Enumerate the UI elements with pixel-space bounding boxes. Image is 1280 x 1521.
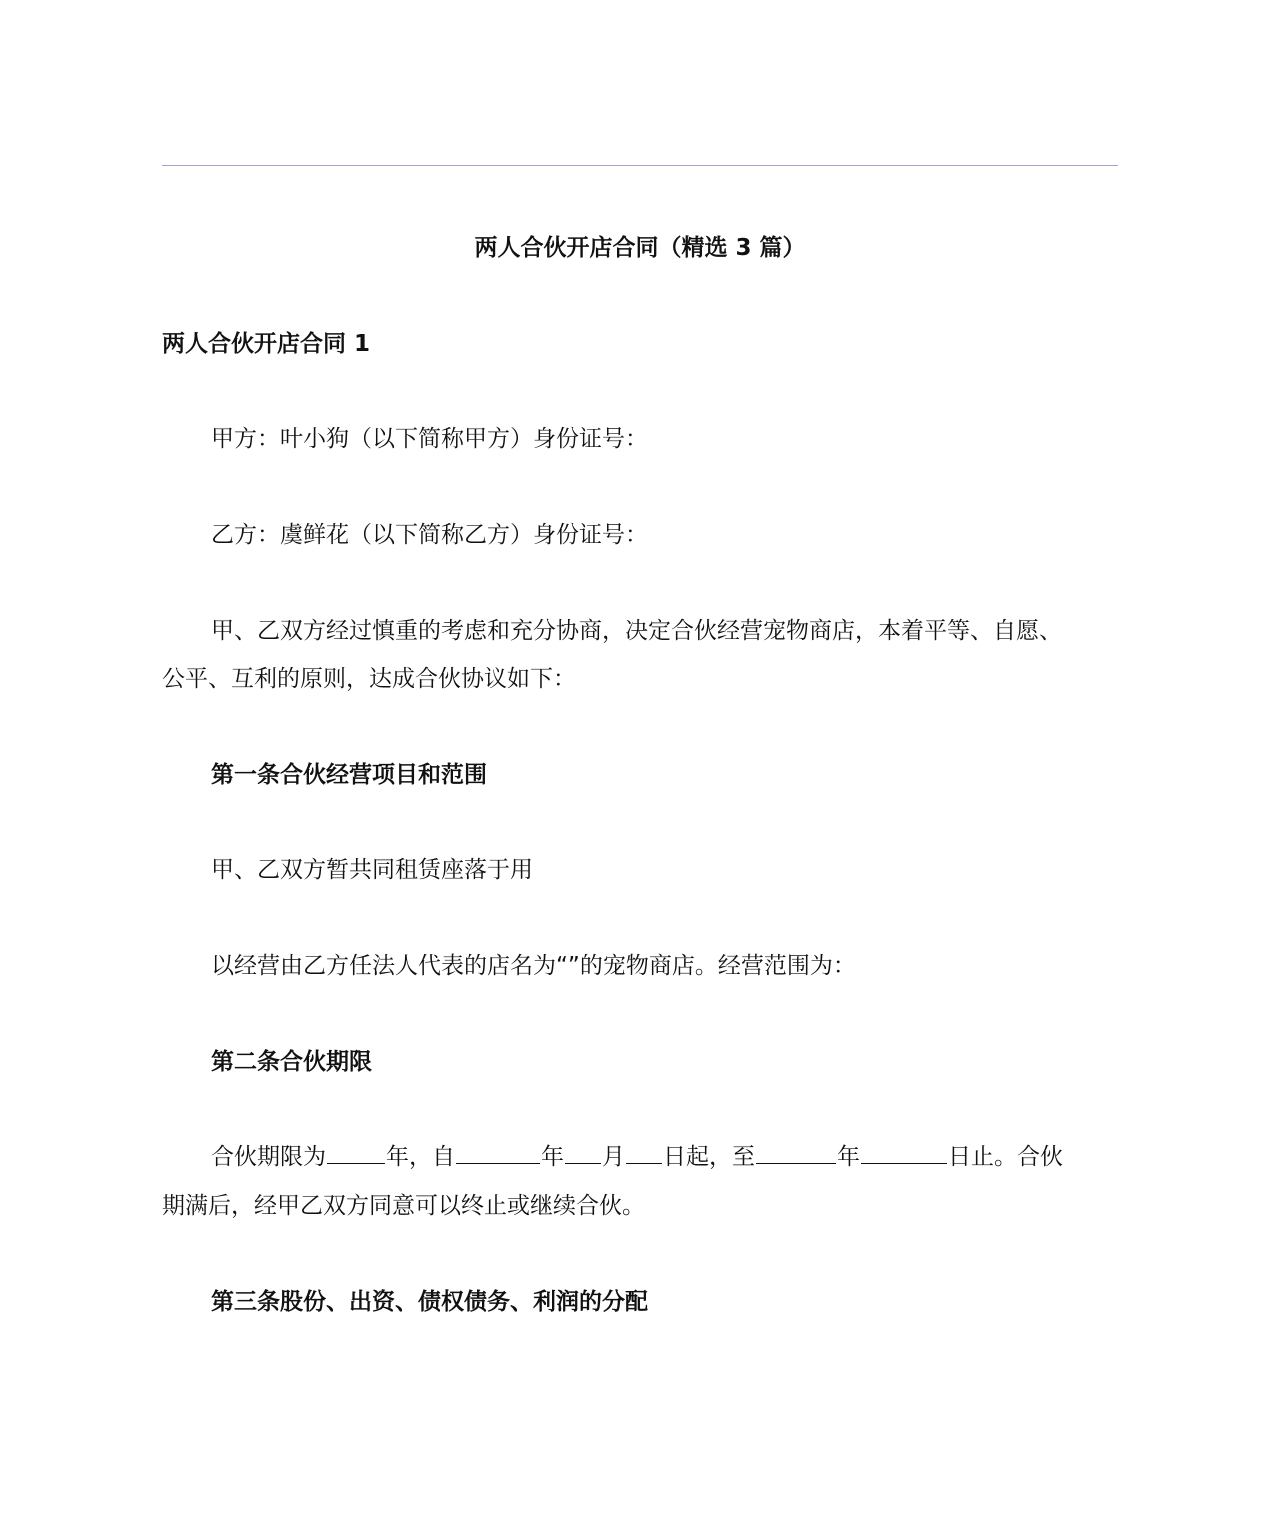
preamble-line-1: 甲、乙双方经过慎重的考虑和充分协商，决定合伙经营宠物商店，本着平等、自愿、 (211, 618, 1062, 644)
until-label: 日起，至 (663, 1144, 755, 1170)
month-label: 月 (602, 1144, 625, 1170)
start-day-blank (626, 1141, 662, 1164)
article-1-text-1: 甲、乙双方暂共同租赁座落于用 (211, 857, 533, 883)
header-rule (162, 165, 1118, 166)
party-b-line: 乙方：虞鲜花（以下简称乙方）身份证号： (211, 522, 648, 548)
year-label: 年 (541, 1144, 564, 1170)
article-2-text-line-2: 期满后，经甲乙双方同意可以终止或继续合伙。 (162, 1193, 645, 1219)
article-3-heading: 第三条股份、出资、债权债务、利润的分配 (211, 1289, 648, 1315)
years-blank (327, 1141, 385, 1164)
end-year-label: 年 (837, 1144, 860, 1170)
term-label: 合伙期限为 (211, 1144, 326, 1170)
document-title: 两人合伙开店合同（精选 3 篇） (474, 235, 806, 261)
article-2-heading: 第二条合伙期限 (211, 1049, 372, 1075)
from-label: 年，自 (386, 1144, 455, 1170)
end-label: 日止。合伙 (948, 1144, 1063, 1170)
preamble-line-2: 公平、互利的原则，达成合伙协议如下： (162, 666, 576, 692)
start-month-blank (565, 1141, 601, 1164)
end-year-blank (756, 1141, 836, 1164)
end-day-blank (861, 1141, 947, 1164)
start-year-blank (456, 1141, 540, 1164)
article-1-heading: 第一条合伙经营项目和范围 (211, 762, 487, 788)
article-1-text-2: 以经营由乙方任法人代表的店名为“”的宠物商店。经营范围为： (211, 953, 856, 979)
section-heading: 两人合伙开店合同 1 (162, 331, 371, 357)
article-2-text-line-1 (211, 1141, 1118, 1173)
party-a-line: 甲方：叶小狗（以下简称甲方）身份证号： (211, 426, 648, 452)
